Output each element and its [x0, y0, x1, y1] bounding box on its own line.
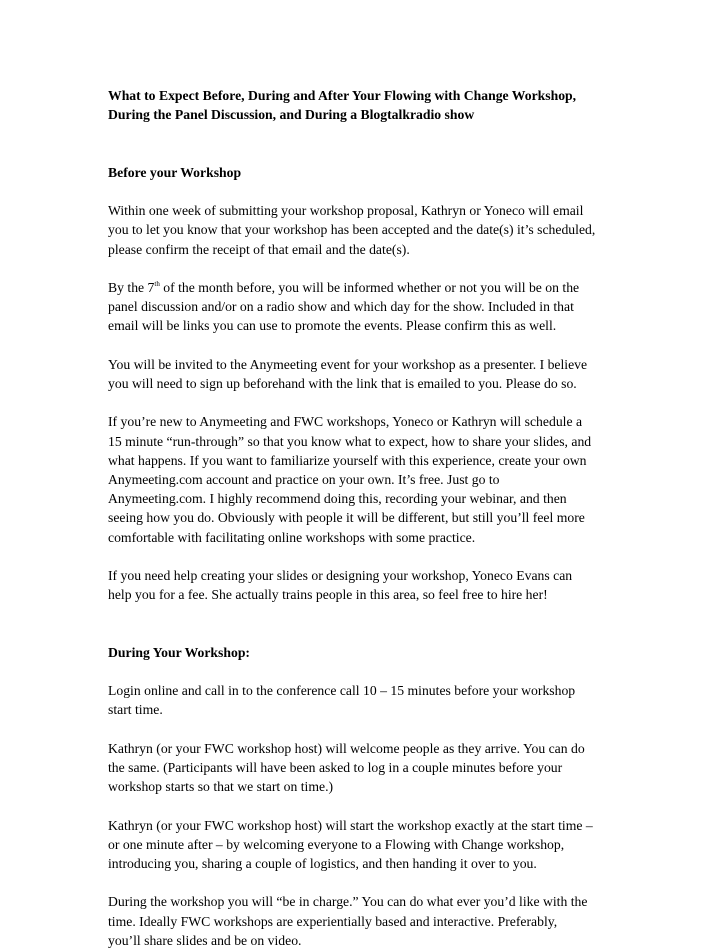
text-line: During the workshop you will “be in charge.” You can do what ever you’d like with the [108, 894, 588, 910]
text-fragment: By the 7 [108, 279, 155, 295]
text-line: Anymeeting.com account and practice on your own. It’s free. Just go to [108, 471, 500, 487]
text-line: the same. (Participants will have been asked to log in a couple minutes before your [108, 759, 563, 775]
text-line: Login online and call in to the conference call 10 – 15 minutes before your workshop [108, 683, 576, 699]
before-paragraph-3 [108, 355, 620, 393]
during-paragraph-1 [108, 681, 620, 719]
before-paragraph-5 [108, 566, 620, 604]
text-fragment: of the month before, you will be informed whether or not you will be on the [159, 279, 580, 295]
title-line-1: What to Expect Before, During and After Your Flowing with Change Workshop, [108, 88, 577, 103]
before-paragraph-1 [108, 201, 620, 259]
text-line: 15 minute “run-through” so that you know what to expect, how to share your slides, and [108, 433, 592, 449]
text-line: Kathryn (or your FWC workshop host) will start the workshop exactly at the start time – [108, 817, 593, 833]
during-paragraph-4 [108, 892, 620, 950]
text-line: Kathryn (or your FWC workshop host) will welcome people as they arrive. You can do [108, 740, 585, 756]
before-paragraph-2 [108, 278, 620, 336]
text-line: you to let you know that your workshop has been accepted and the date(s) it’s scheduled, [108, 222, 596, 238]
text-line: seeing how you do. Obviously with people it will be different, but still you’ll feel more [108, 510, 585, 526]
during-paragraph-2 [108, 739, 620, 797]
text-line: time. Ideally FWC workshops are experientially based and interactive. Preferably, [108, 913, 558, 929]
text-line: workshop starts so that we start on time.) [108, 779, 334, 795]
document-page [108, 86, 620, 950]
text-line: You will be invited to the Anymeeting event for your workshop as a presenter. I believe [108, 356, 588, 372]
before-paragraph-4 [108, 412, 620, 546]
text-line: Within one week of submitting your workshop proposal, Kathryn or Yoneco will email [108, 203, 584, 219]
text-line: introducing you, sharing a couple of logistics, and then handing it over to you. [108, 855, 537, 871]
text-line: what happens. If you want to familiarize yourself with this experience, create your own [108, 452, 587, 468]
text-line: Anymeeting.com. I highly recommend doing this, recording your webinar, and then [108, 491, 567, 507]
text-line: you’ll share slides and be on video. [108, 932, 302, 948]
text-line: If you need help creating your slides or designing your workshop, Yoneco Evans can [108, 567, 573, 583]
text-line: you will need to sign up beforehand with the link that is emailed to you. Please do so. [108, 375, 577, 391]
text-line: please confirm the receipt of that email and the date(s). [108, 241, 410, 257]
text-line: help you for a fee. She actually trains people in this area, so feel free to hire her! [108, 587, 548, 603]
text-line [108, 278, 620, 297]
document-title [108, 86, 620, 124]
text-line: or one minute after – by welcoming everyone to a Flowing with Change workshop, [108, 836, 565, 852]
text-line: comfortable with facilitating online workshops with some practice. [108, 529, 476, 545]
during-workshop-heading: During Your Workshop: [108, 644, 250, 660]
title-line-2: During the Panel Discussion, and During a Blogtalkradio show [108, 107, 475, 123]
ordinal-suffix: th [154, 279, 160, 288]
text-line: panel discussion and/or on a radio show and which day for the show. Included in that [108, 299, 574, 315]
text-line: email will be links you can use to promote the events. Please confirm this as well. [108, 318, 557, 334]
text-line: start time. [108, 702, 163, 718]
text-line: If you’re new to Anymeeting and FWC workshops, Yoneco or Kathryn will schedule a [108, 414, 583, 430]
during-paragraph-3 [108, 816, 620, 874]
before-workshop-heading: Before your Workshop [108, 164, 242, 180]
